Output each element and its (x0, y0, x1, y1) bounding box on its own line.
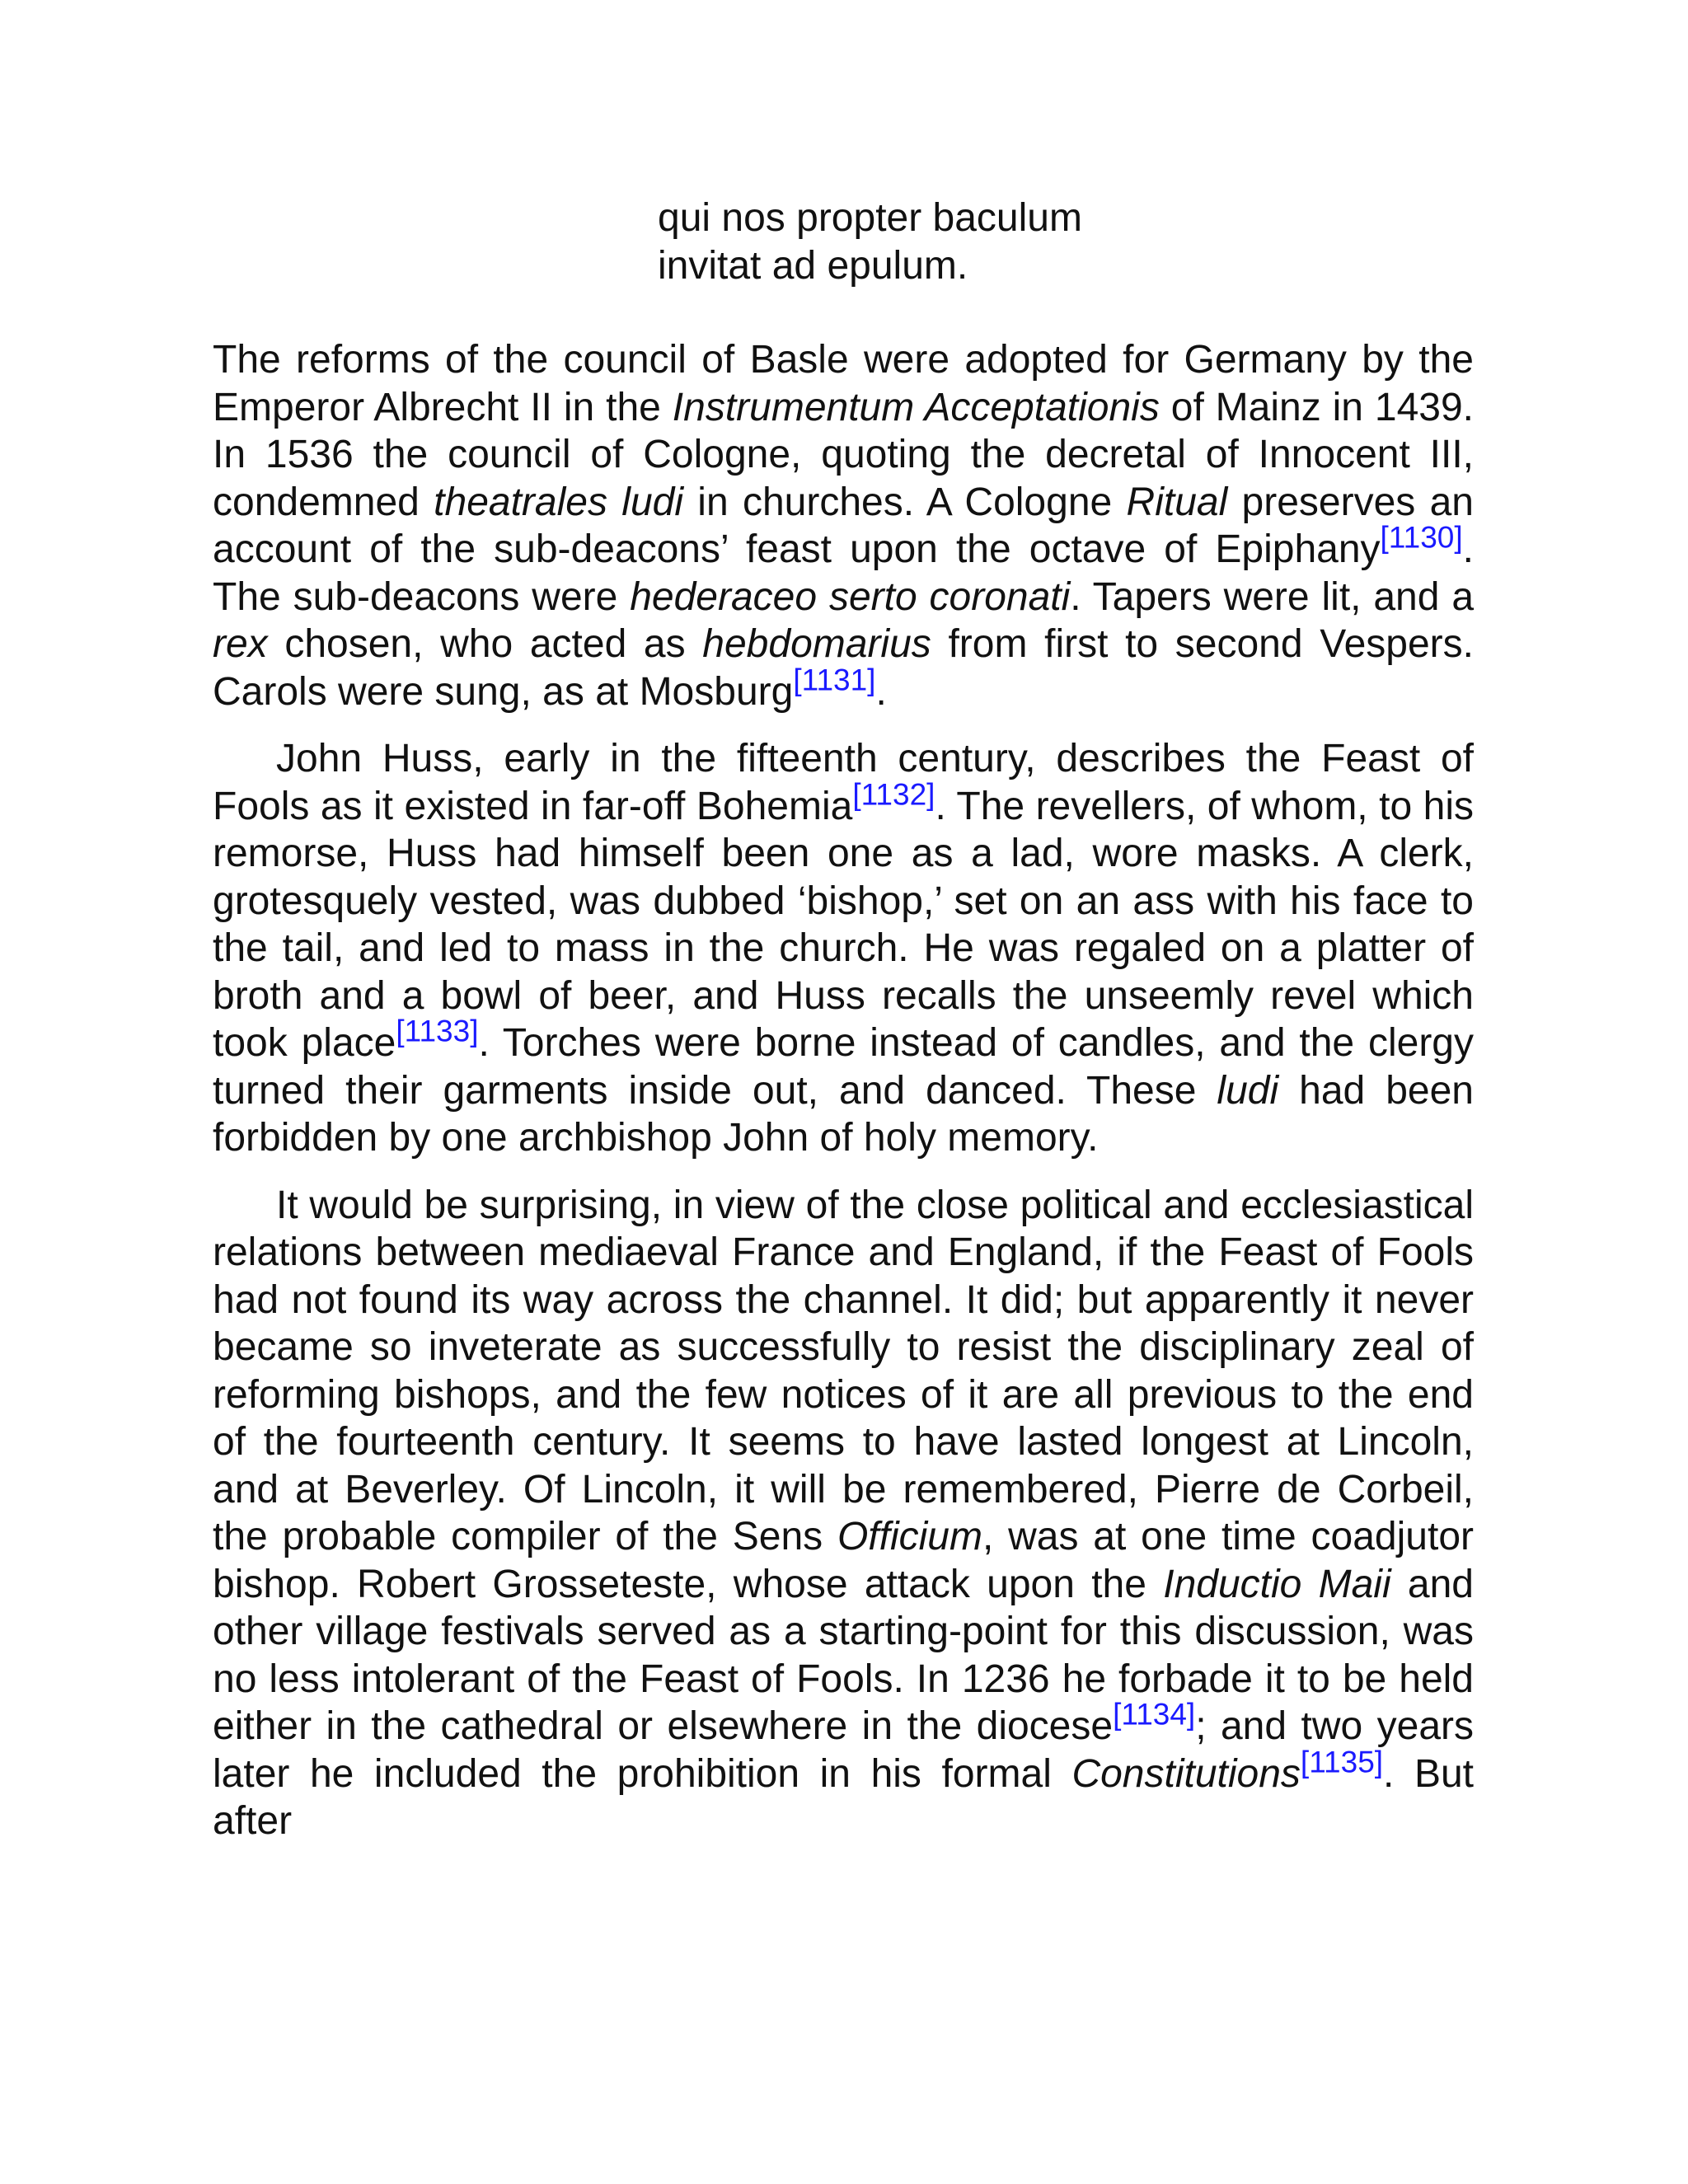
footnote-link-1134[interactable]: [1134] (1113, 1697, 1196, 1732)
footnote-link-1131[interactable]: [1131] (793, 662, 876, 696)
italic-run: Inductio Maii (1163, 1562, 1391, 1606)
footnote-link-1135[interactable]: [1135] (1300, 1744, 1384, 1779)
text-run: ; and two years later he included the prohibition in his formal (213, 1704, 1474, 1796)
footnote-link-1133[interactable]: [1133] (396, 1014, 479, 1048)
footnote-link-1132[interactable]: [1132] (852, 776, 935, 811)
text-run: . (875, 669, 887, 714)
italic-run: ludi (1217, 1068, 1279, 1113)
text-run: . The sub-deacons were (213, 527, 1474, 619)
verse-line-2: invitat ad epulum. (658, 243, 968, 288)
text-run: chosen, who acted as (267, 622, 703, 666)
text-run: preserves an account of the sub-deacons’ feast upon the octave of Epiphany (213, 480, 1475, 571)
text-run: John Huss, early in the fifteenth century, describes the Feast of Fools as it existed in far-off Bohemia (213, 737, 1474, 828)
text-run: . The revellers, of whom, to his remorse, Huss had himself been one as a lad, wore masks. A clerk, grotesquely vested, was dubbed ‘bishop,’ set on an ass with his face to the tail, and led to mass in the church. He was regaled on a platter of broth and a bowl of beer, and Huss recalls the unseemly revel which took place (213, 784, 1474, 1065)
paragraph-1 (213, 336, 1474, 715)
italic-run: hederaceo serto coronati (630, 574, 1071, 619)
verse-quote (658, 194, 1474, 289)
text-run: had been forbidden by one archbishop John of holy memory. (213, 1068, 1474, 1160)
text-run: . Torches were borne instead of candles, and the clergy turned their garments inside out, and danced. These (213, 1021, 1475, 1113)
text-run: . Tapers were lit, and a (1070, 574, 1475, 619)
italic-run: rex (213, 622, 268, 666)
text-run: The reforms of the council of Basle were adopted for Germany by the Emperor Albrecht II in the (213, 338, 1474, 429)
italic-run: Constitutions (1071, 1751, 1301, 1796)
text-run: It would be surprising, in view of the close political and ecclesiastical relations between mediaeval France and England, if the Feast of Fools had not found its way across the channel. It did; but apparently it never became so inveterate as successfully to resist the disciplinary zeal of reforming bishops, and the few notices of it are all previous to the end of the fourteenth century. It seems to have lasted longest at Lincoln, and at Beverley. Of Lincoln, it will be remembered, Pierre de Corbeil, the probable compiler of the Sens (213, 1183, 1474, 1558)
footnote-link-1130[interactable]: [1130] (1380, 520, 1463, 555)
text-run: from first to second Vespers. Carols were sung, as at Mosburg (213, 622, 1474, 714)
page-content (213, 194, 1474, 1865)
italic-run: Instrumentum Acceptationis (672, 385, 1160, 429)
italic-run: hebdomarius (702, 622, 931, 666)
italic-run: Officium (837, 1515, 982, 1558)
verse-line-1: qui nos propter baculum (658, 196, 1082, 240)
italic-run: theatrales ludi (434, 480, 683, 524)
text-run: . But after (213, 1751, 1475, 1843)
italic-run: Ritual (1126, 480, 1228, 524)
paragraph-3 (213, 1182, 1474, 1845)
text-run: of Mainz in 1439. In 1536 the council of Cologne, quoting the decretal of Innocent III, condemned (213, 385, 1475, 524)
text-run: , was at one time coadjutor bishop. Robert Grosseteste, whose attack upon the (213, 1515, 1474, 1606)
text-run: and other village festivals served as a starting-point for this discussion, was no less intolerant of the Feast of Fools. In 1236 he forbade it to be held either in the cathedral or elsewhere in the diocese (213, 1562, 1475, 1748)
text-run: in churches. A Cologne (683, 480, 1127, 524)
paragraph-2 (213, 735, 1474, 1162)
